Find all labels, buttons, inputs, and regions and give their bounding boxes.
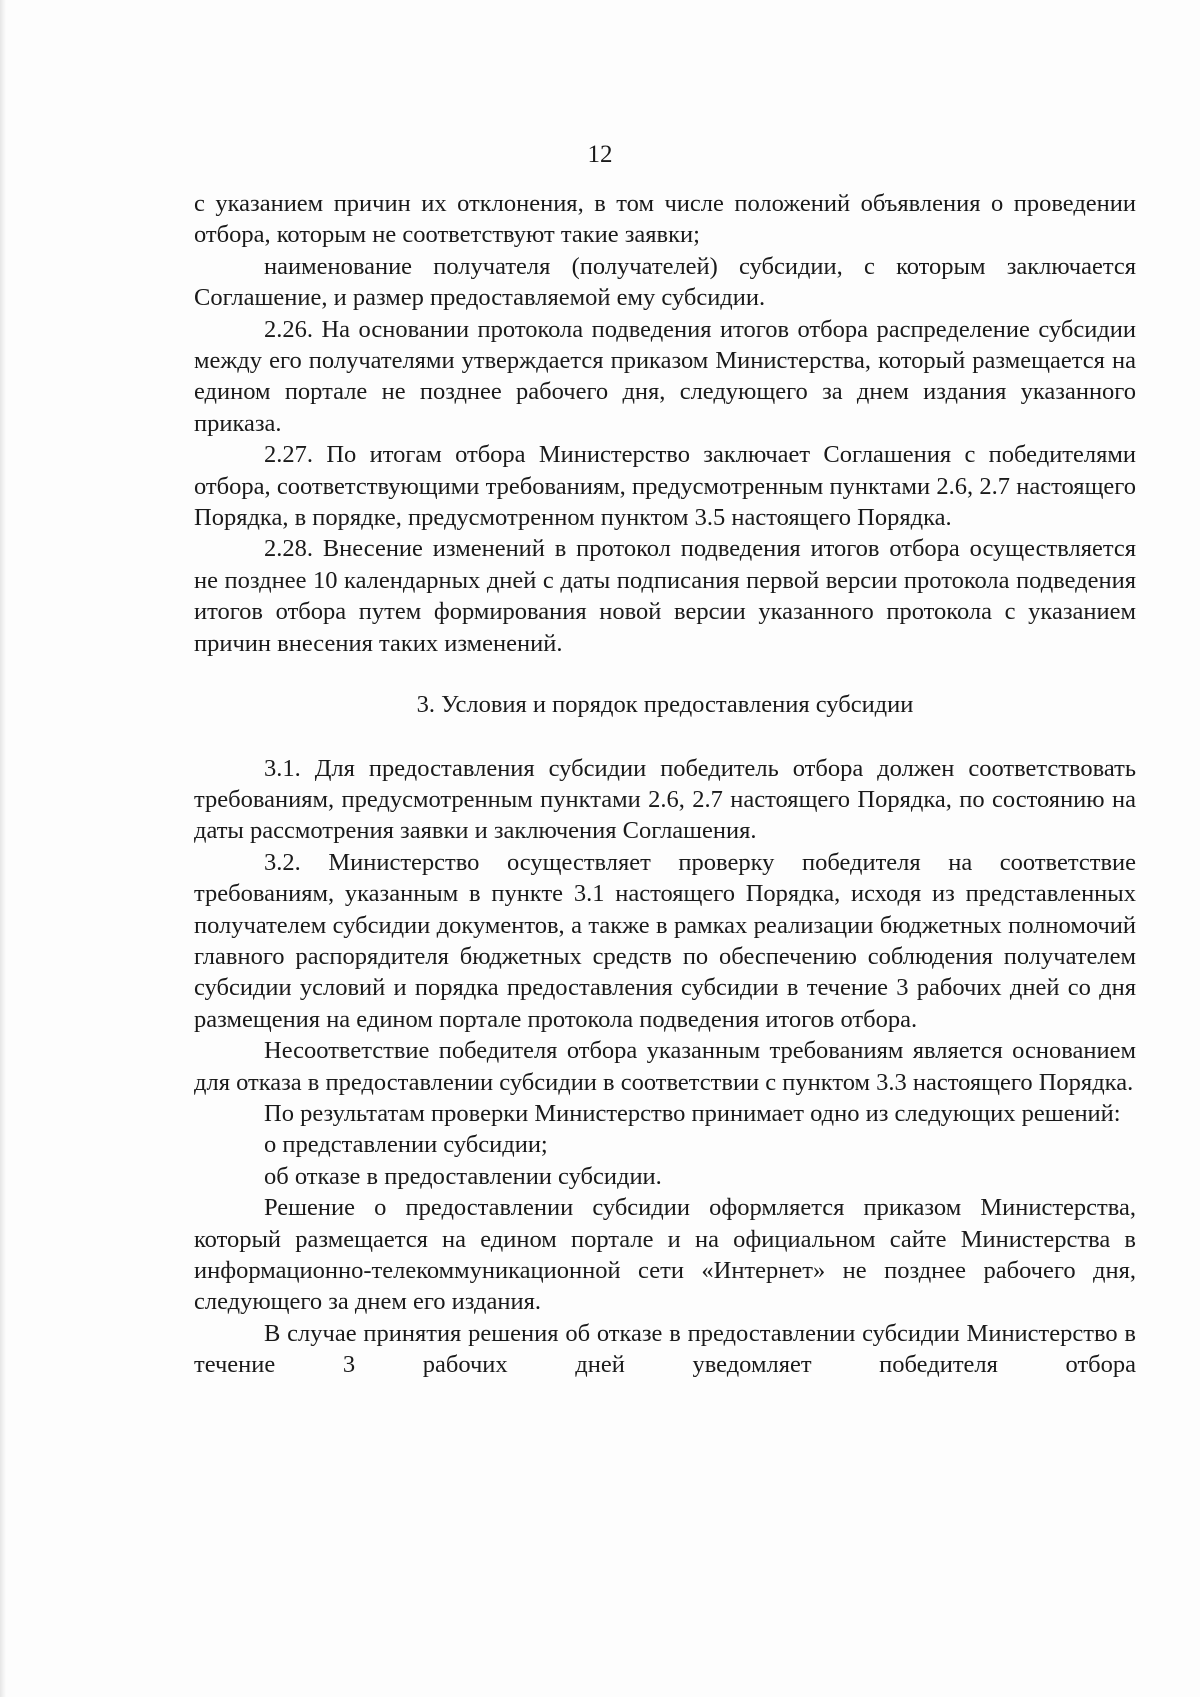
paragraph: 2.26. На основании протокола подведения итогов отбора распределение субсидии между его получателями утверждается приказом Министерства, который размещается на едином портале не позднее рабочего дня, следующего за днем издания указанного приказа.: [194, 315, 1136, 437]
paragraph: о представлении субсидии;: [264, 1131, 548, 1159]
paragraph: об отказе в предоставлении субсидии.: [264, 1162, 662, 1190]
paragraph: В случае принятия решения об отказе в предоставлении субсидии Министерство в течение 3 рабочих дней уведомляет победителя отбора: [194, 1319, 1136, 1379]
paragraphs-before-section: [194, 188, 1136, 659]
paragraph: 2.27. По итогам отбора Министерство заключает Соглашения с победителями отбора, соответствующими требованиям, предусмотренным пунктами 2.6, 2.7 настоящего Порядка, в порядке, предусмотренном пунктом 3.5 настоящего Порядка.: [194, 441, 1136, 532]
document-body: [194, 188, 1136, 1381]
paragraph: 3.2. Министерство осуществляет проверку победителя на соответствие требованиям, указанным в пункте 3.1 настоящего Порядка, исходя из представленных получателем субсидии документов, а также в рамках реализации бюджетных полномочий главного распорядителя бюджетных средств по обеспечению соблюдения получателем субсидии условий и порядка предоставления субсидии в течение 3 рабочих дней со дня размещения на едином портале протокола подведения итогов отбора.: [194, 848, 1136, 1033]
paragraph: с указанием причин их отклонения, в том числе положений объявления о проведении отбора, которым не соответствуют такие заявки;: [194, 190, 1136, 249]
scan-edge-shadow: [0, 0, 6, 1697]
paragraph: 2.28. Внесение изменений в протокол подведения итогов отбора осуществляется не позднее 10 календарных дней с даты подписания первой версии протокола подведения итогов отбора путем формирования новой версии указанного протокола с указанием причин внесения таких изменений.: [194, 535, 1136, 657]
page-number: 12: [587, 141, 613, 168]
paragraph: Решение о предоставлении субсидии оформляется приказом Министерства, который размещается на едином портале и на официальном сайте Министерства в информационно-телекоммуникационной сети «Интернет» не позднее рабочего дня, следующего за днем его издания.: [194, 1194, 1136, 1316]
paragraph: 3.1. Для предоставления субсидии победитель отбора должен соответствовать требованиям, предусмотренным пунктами 2.6, 2.7 настоящего Порядка, по состоянию на даты рассмотрения заявки и заключения Соглашения.: [194, 754, 1136, 845]
paragraph: наименование получателя (получателей) субсидии, с которым заключается Соглашение, и размер предоставляемой ему субсидии.: [194, 252, 1136, 312]
paragraph: По результатам проверки Министерство принимает одно из следующих решений:: [264, 1099, 1121, 1127]
section-heading: 3. Условия и порядок предоставления субсидии: [416, 691, 914, 719]
paragraphs-after-section: [194, 753, 1136, 1381]
paragraph: Несоответствие победителя отбора указанным требованиям является основанием для отказа в предоставлении субсидии в соответствии с пунктом 3.3 настоящего Порядка.: [194, 1037, 1136, 1096]
